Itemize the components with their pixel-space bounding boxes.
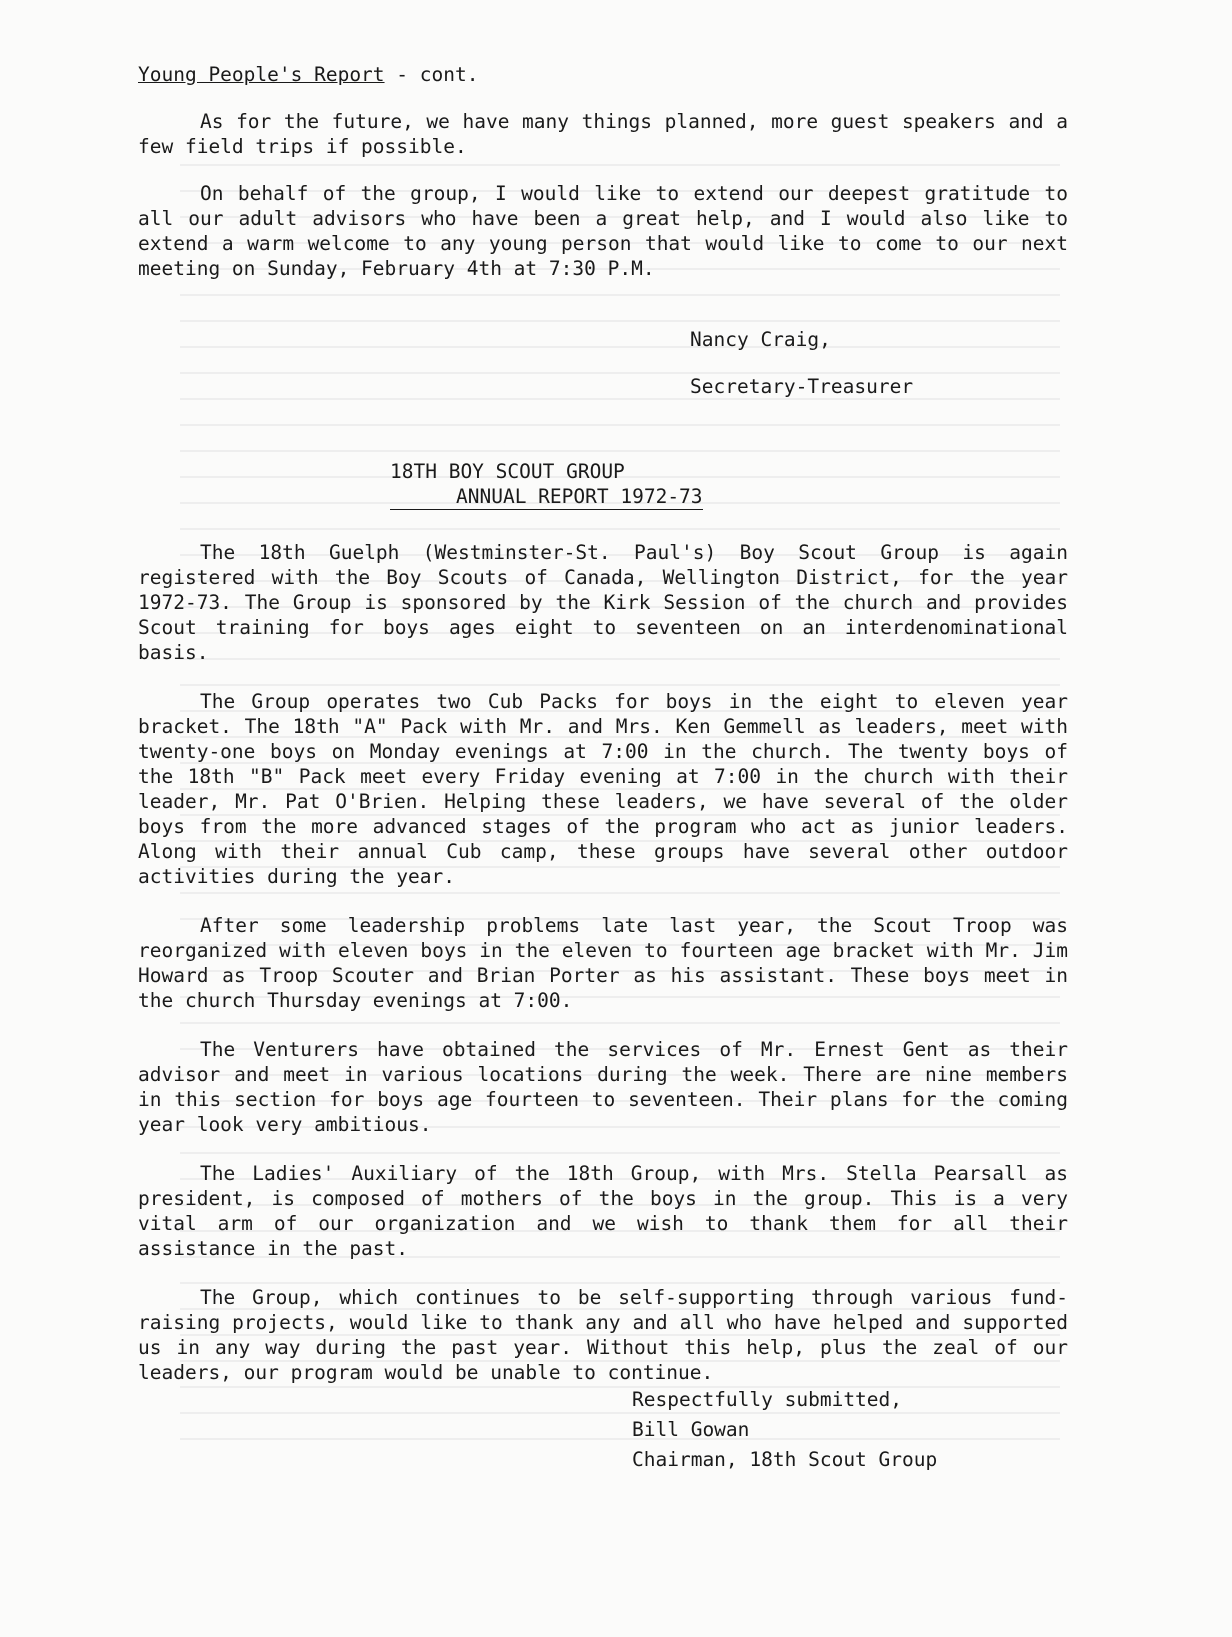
scout-report-title-line2: ANNUAL REPORT 1972-73 <box>390 484 703 510</box>
young-people-paragraph-1: As for the future, we have many things planned, more guest speakers and a few field trips if possible. <box>138 110 1068 158</box>
heading-suffix: - cont. <box>384 63 479 86</box>
scout-closing: Respectfully submitted, <box>632 1388 903 1411</box>
scout-paragraph-2: The Group operates two Cub Packs for boys in the eight to eleven year bracket. The 18th "A" Pack with Mr. and Mrs. Ken Gemmell as leaders, meet with twenty-one boys on Monday evenings at 7:00 in the church. The twenty boys of the 18th "B" Pack meet every Friday evening at 7:00 in the church with their leader, Mr. Pat O'Brien. Helping these leaders, we have several of the older boys from the more advanced stages of the program who act as junior leaders. Along with their annual Cub camp, these groups have several other outdoor activities during the year. <box>138 690 1068 888</box>
scout-paragraph-6: The Group, which continues to be self-supporting through various fund-raising projects, would like to thank any and all who have helped and supported us in any way during the past year. Without this help, plus the zeal of our leaders, our program would be unable to continue. <box>138 1286 1068 1384</box>
scout-signer-name: Bill Gowan <box>632 1418 750 1441</box>
scout-paragraph-4: The Venturers have obtained the services of Mr. Ernest Gent as their advisor and meet in various locations during the week. There are nine members in this section for boys age fourteen to seventeen. Their plans for the coming year look very ambitious. <box>138 1038 1068 1136</box>
young-peoples-report-heading <box>138 62 1068 87</box>
young-people-paragraph-2: On behalf of the group, I would like to extend our deepest gratitude to all our adult advisors who have been a great help, and I would also like to extend a warm welcome to any young person that would like to come to our next meeting on Sunday, February 4th at 7:30 P.M. <box>138 182 1068 280</box>
scout-paragraph-5: The Ladies' Auxiliary of the 18th Group, with Mrs. Stella Pearsall as president, is composed of mothers of the boys in the group. This is a very vital arm of our organization and we wish to thank them for all their assistance in the past. <box>138 1162 1068 1260</box>
scout-paragraph-3: After some leadership problems late last year, the Scout Troop was reorganized with eleven boys in the eleven to fourteen age bracket with Mr. Jim Howard as Troop Scouter and Brian Porter as his assistant. These boys meet in the church Thursday evenings at 7:00. <box>138 914 1068 1012</box>
scout-report-title-line1: 18TH BOY SCOUT GROUP <box>390 460 625 483</box>
document-body <box>138 62 1068 1475</box>
young-people-signer-name: Nancy Craig, <box>690 328 831 351</box>
scout-signer-title: Chairman, 18th Scout Group <box>632 1448 938 1471</box>
young-people-signer-title: Secretary-Treasurer <box>690 375 914 398</box>
heading-underlined-text: Young People's Report <box>138 63 385 86</box>
scout-paragraph-1: The 18th Guelph (Westminster-St. Paul's) Boy Scout Group is again registered with the Boy Scouts of Canada, Wellington District, for the year 1972-73. The Group is sponsored by the Kirk Session of the church and provides Scout training for boys ages eight to seventeen on an interdenominational basis. <box>138 541 1068 664</box>
